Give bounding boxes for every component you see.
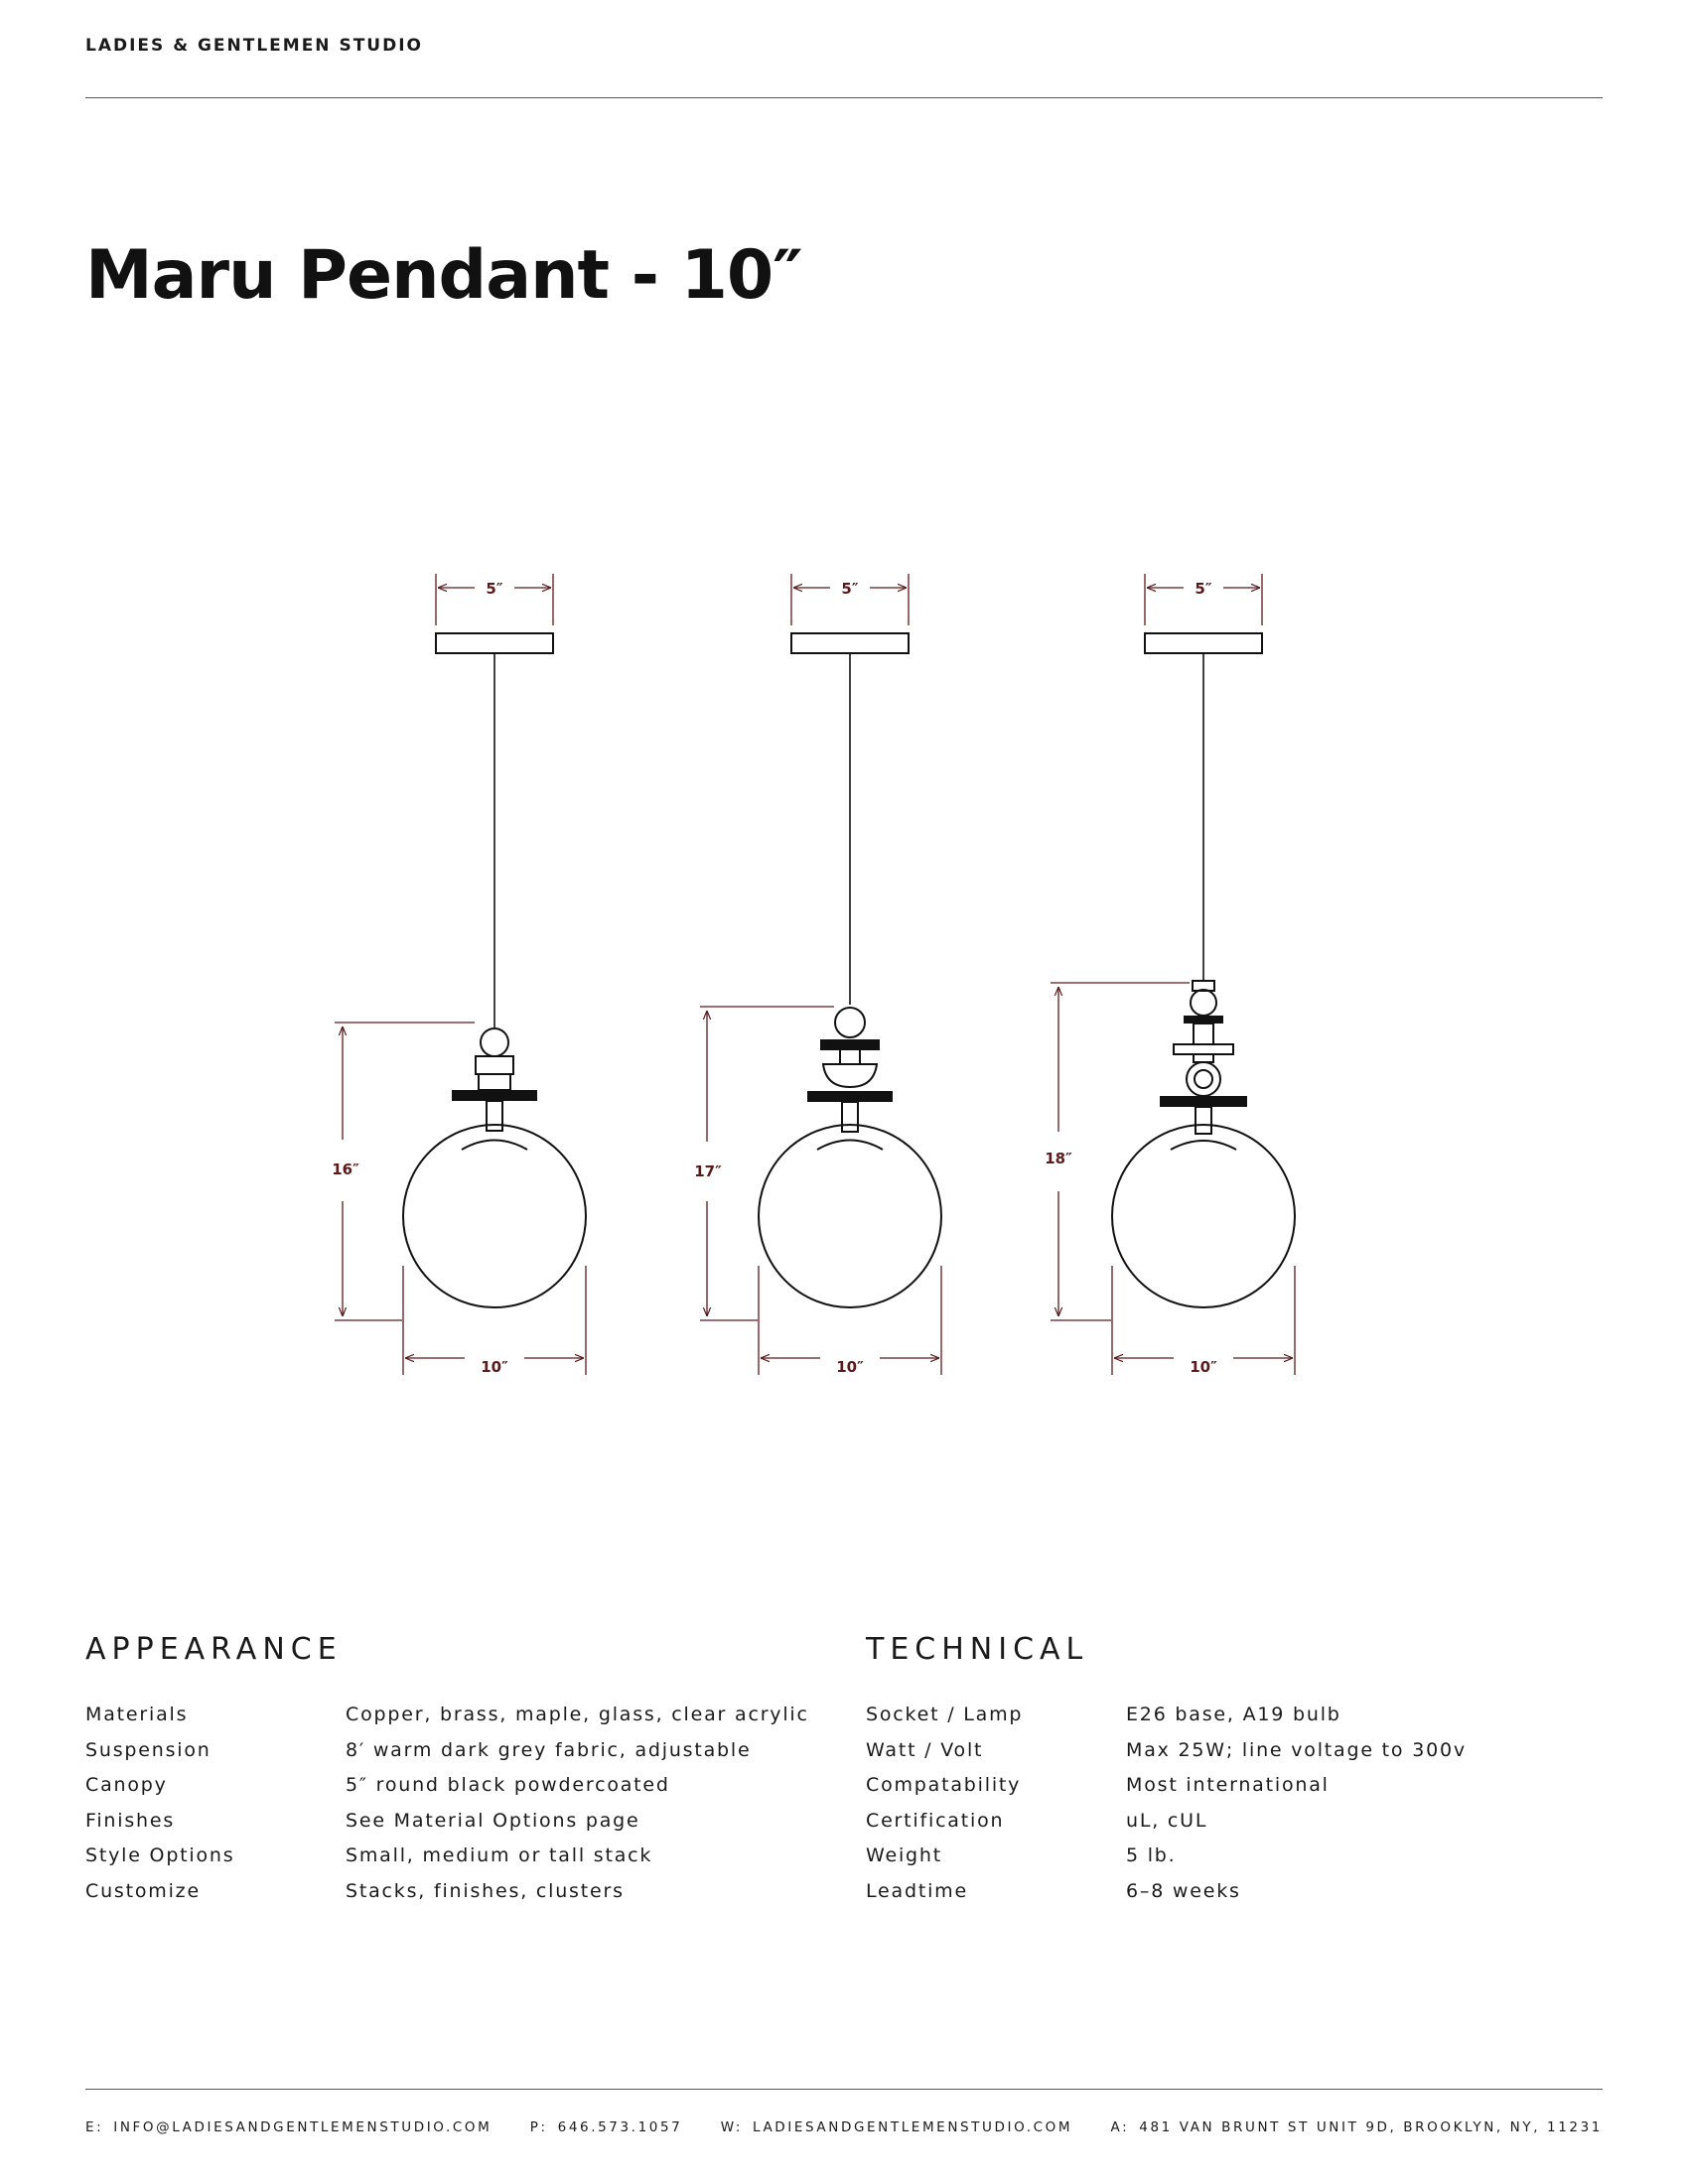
height-label-medium: 17″ xyxy=(694,1162,722,1180)
spec-label: Finishes xyxy=(85,1809,176,1832)
spec-value: Max 25W; line voltage to 300v xyxy=(1126,1738,1467,1761)
pendant-medium-drawing xyxy=(694,574,941,1376)
footer-phone[interactable] xyxy=(530,2119,683,2135)
spec-label: Socket / Lamp xyxy=(866,1704,1024,1725)
footer-address xyxy=(1111,2119,1603,2135)
table-row xyxy=(85,1739,809,1775)
web-label: W: xyxy=(720,2119,744,2135)
globe-medium xyxy=(759,1125,941,1307)
spec-label: Canopy xyxy=(85,1774,168,1796)
globe-small xyxy=(403,1125,586,1307)
spec-value: 6–8 weeks xyxy=(1126,1879,1241,1902)
spec-value: 8′ warm dark grey fabric, adjustable xyxy=(346,1738,752,1761)
table-row xyxy=(85,1880,809,1916)
spec-label: Weight xyxy=(866,1844,942,1866)
table-row xyxy=(866,1739,1467,1775)
globe-width-label-medium: 10″ xyxy=(836,1358,864,1376)
appearance-table xyxy=(85,1704,809,1915)
spec-value: uL, cUL xyxy=(1126,1809,1208,1832)
technical-table xyxy=(866,1704,1467,1915)
canopy-small xyxy=(436,633,553,653)
pendant-small-drawing xyxy=(332,574,586,1376)
spec-value: Most international xyxy=(1126,1774,1330,1796)
footer-email[interactable] xyxy=(85,2119,492,2135)
technical-heading: TECHNICAL xyxy=(866,1632,1089,1667)
pendant-tall-drawing xyxy=(1045,574,1295,1376)
spec-label: Style Options xyxy=(85,1844,235,1866)
table-row xyxy=(866,1880,1467,1916)
spec-value: Stacks, finishes, clusters xyxy=(346,1879,625,1902)
globe-width-label-small: 10″ xyxy=(481,1358,508,1376)
spec-value: E26 base, A19 bulb xyxy=(1126,1704,1341,1725)
email-value: INFO@LADIESANDGENTLEMENSTUDIO.COM xyxy=(113,2119,492,2135)
footer-website[interactable] xyxy=(721,2119,1072,2135)
table-row xyxy=(85,1844,809,1880)
spec-value: Copper, brass, maple, glass, clear acrylic xyxy=(346,1704,809,1725)
appearance-heading: APPEARANCE xyxy=(85,1632,343,1667)
phone-label: P: xyxy=(529,2119,548,2135)
globe-width-label-tall: 10″ xyxy=(1190,1358,1217,1376)
globe-tall xyxy=(1112,1125,1295,1307)
canopy-medium xyxy=(791,633,909,653)
table-row xyxy=(85,1704,809,1739)
spec-label: Suspension xyxy=(85,1738,211,1761)
canopy-width-label-small: 5″ xyxy=(486,580,503,598)
web-value: LADIESANDGENTLEMENSTUDIO.COM xyxy=(753,2119,1073,2135)
table-row xyxy=(85,1774,809,1810)
spec-label: Certification xyxy=(866,1809,1005,1832)
table-row xyxy=(866,1810,1467,1845)
spec-label: Watt / Volt xyxy=(866,1738,984,1761)
email-label: E: xyxy=(85,2119,104,2135)
footer-divider xyxy=(85,2089,1603,2090)
page-title: Maru Pendant - 10″ xyxy=(85,236,802,315)
table-row xyxy=(85,1810,809,1845)
canopy-tall xyxy=(1145,633,1262,653)
canopy-width-label-medium: 5″ xyxy=(841,580,859,598)
height-label-tall: 18″ xyxy=(1045,1150,1072,1167)
footer-contact xyxy=(85,2119,1603,2135)
spec-label: Leadtime xyxy=(866,1879,968,1902)
spec-label: Customize xyxy=(85,1879,201,1902)
table-row xyxy=(866,1774,1467,1810)
spec-label: Compatability xyxy=(866,1774,1022,1796)
spec-label: Materials xyxy=(85,1704,189,1725)
table-row xyxy=(866,1844,1467,1880)
address-label: A: xyxy=(1110,2119,1130,2135)
spec-value: 5″ round black powdercoated xyxy=(346,1774,670,1796)
table-row xyxy=(866,1704,1467,1739)
address-value: 481 VAN BRUNT ST UNIT 9D, BROOKLYN, NY, 11231 xyxy=(1139,2119,1603,2135)
canopy-width-label-tall: 5″ xyxy=(1195,580,1212,598)
spec-value: See Material Options page xyxy=(346,1809,640,1832)
brand-name: LADIES & GENTLEMEN STUDIO xyxy=(85,36,423,56)
phone-value: 646.573.1057 xyxy=(557,2119,683,2135)
spec-value: 5 lb. xyxy=(1126,1844,1177,1866)
height-label-small: 16″ xyxy=(332,1160,359,1178)
spec-value: Small, medium or tall stack xyxy=(346,1844,653,1866)
